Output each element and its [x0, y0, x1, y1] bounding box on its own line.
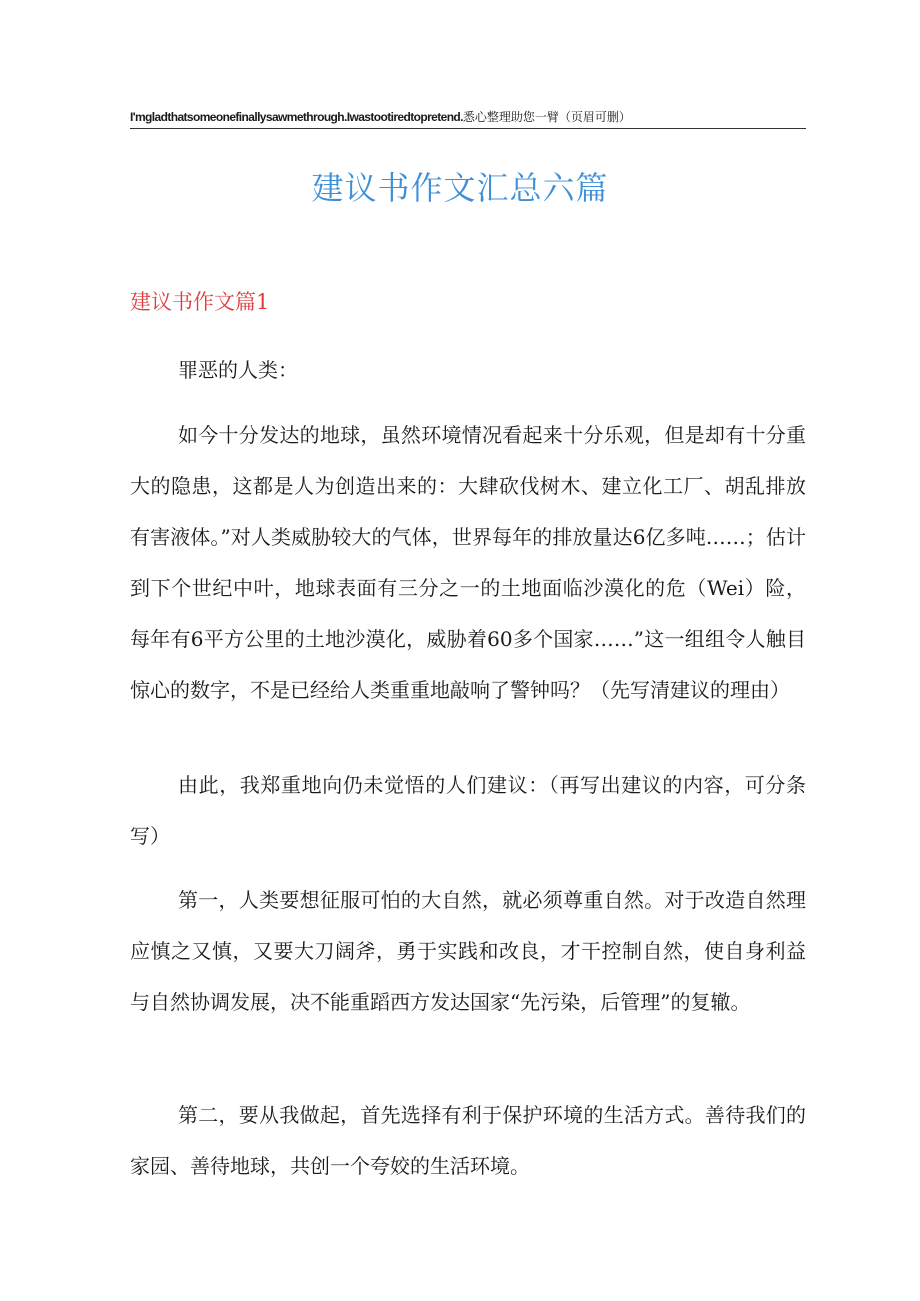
- body-paragraph-4: 第二，要从我做起，首先选择有利于保护环境的生活方式。善待我们的家园、善待地球，共创一个夸姣的生活环境。: [130, 1103, 806, 1178]
- body-paragraph-3: 第一，人类要想征服可怕的大自然，就必须尊重自然。对于改造自然理应慎之又慎，又要大刀阔斧，勇于实践和改良，才干控制自然，使自身利益与自然协调发展，决不能重蹈西方发达国家“先污染，后管理”的复辙。: [130, 888, 806, 1014]
- header-chinese-text: 悉心整理助您一臂（页眉可删）: [462, 110, 631, 124]
- salutation-paragraph: 罪恶的人类：: [178, 358, 298, 382]
- section-heading: 建议书作文篇1: [130, 290, 270, 314]
- header-english-text: I'mgladthatsomeonefinallysawmethrough.Iwastootiredtopretend.: [130, 110, 463, 124]
- page-header: [130, 108, 806, 129]
- document-title: 建议书作文汇总六篇: [311, 169, 609, 207]
- body-paragraph-2: 由此，我郑重地向仍未觉悟的人们建议：（再写出建议的内容，可分条写）: [130, 773, 806, 848]
- body-paragraph-1: 如今十分发达的地球，虽然环境情况看起来十分乐观，但是却有十分重大的隐患，这都是人为创造出来的：大肆砍伐树木、建立化工厂、胡乱排放有害液体。”对人类威胁较大的气体，世界每年的排放量达6亿多吨……；估计到下个世纪中叶，地球表面有三分之一的土地面临沙漠化的危（Wei）险，每年有6平方公里的土地沙漠化，威胁着60多个国家……”这一组组令人触目惊心的数字，不是已经给人类重重地敲响了警钟吗？（先写清建议的理由）: [130, 423, 806, 702]
